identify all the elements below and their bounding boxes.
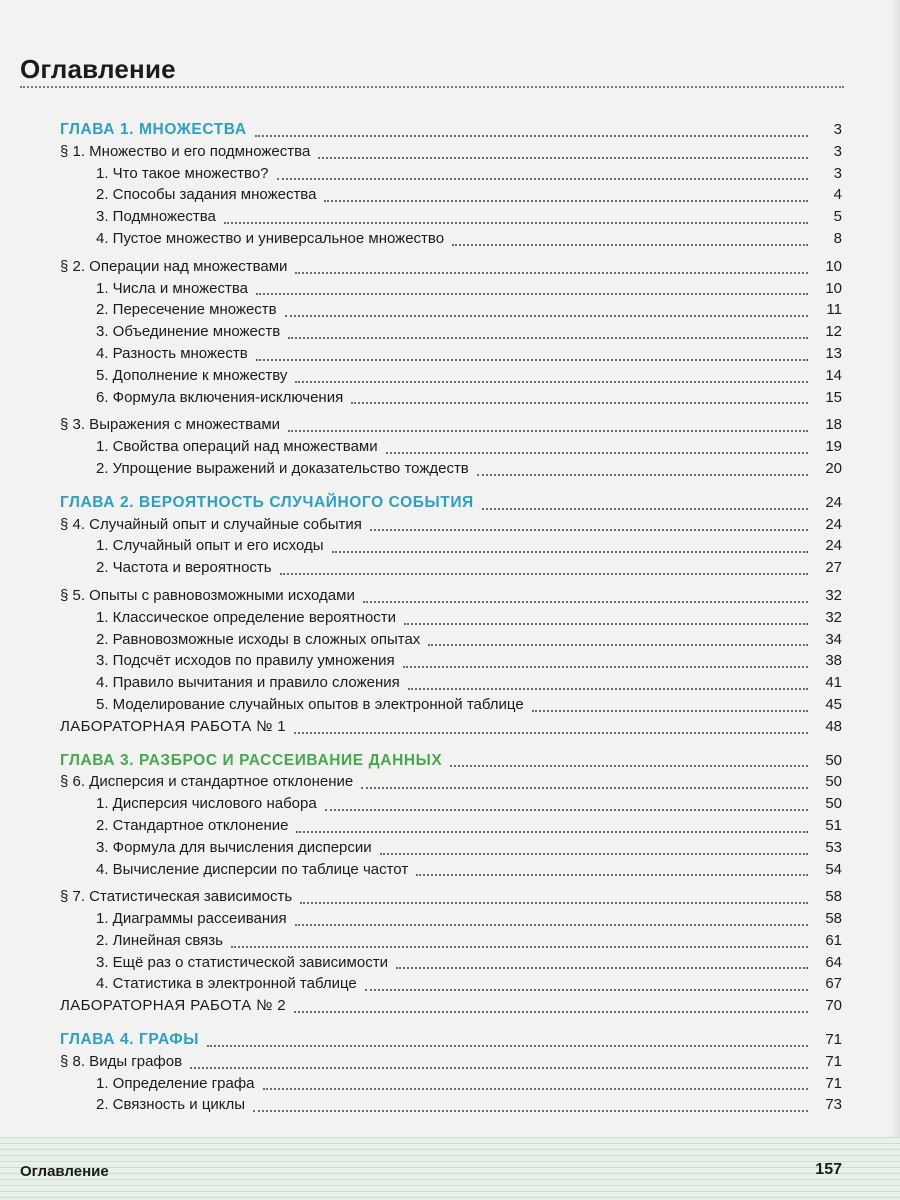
toc-page-number: 54 (825, 860, 842, 878)
dot-leader (363, 601, 808, 603)
page-edge-shadow (890, 0, 900, 1137)
footer-band (0, 1137, 900, 1200)
toc-item-label: 2. Упрощение выражений и доказательство тождеств (96, 459, 469, 477)
toc-page-number: 27 (825, 559, 842, 577)
toc-item-label: 2. Линейная связь (96, 931, 223, 949)
toc-page-number: 4 (833, 186, 842, 204)
dot-leader (404, 623, 808, 625)
toc-item-label: 3. Подсчёт исходов по правилу умножения (96, 652, 395, 670)
toc-item-label: 3. Ещё раз о статистической зависимости (96, 953, 388, 971)
dot-leader (532, 710, 808, 712)
toc-page-number: 8 (833, 229, 842, 247)
toc-item-label: 4. Разность множеств (96, 344, 248, 362)
footer-label: Оглавление (20, 1163, 109, 1180)
toc-spacer (60, 1017, 842, 1029)
toc-page-number: 19 (825, 438, 842, 456)
toc-section-label: § 5. Опыты с равновозможными исходами (60, 586, 355, 604)
dot-leader (403, 666, 808, 668)
dot-leader (224, 222, 808, 224)
toc-item-row[interactable] (60, 206, 842, 228)
toc-page-number: 51 (825, 816, 842, 834)
toc-item-label: 1. Определение графа (96, 1074, 255, 1092)
toc-item-row[interactable] (60, 908, 842, 930)
toc-page-number: 48 (825, 717, 842, 735)
dot-leader (295, 381, 808, 383)
dot-leader (294, 732, 808, 734)
dot-leader (190, 1067, 808, 1069)
toc-section-label: § 1. Множество и его подмножества (60, 142, 311, 160)
toc-section-row[interactable] (60, 141, 842, 163)
dot-leader (300, 902, 808, 904)
dot-leader (263, 1088, 808, 1090)
toc-item-label: 4. Статистика в электронной таблице (96, 975, 357, 993)
toc-item-row[interactable] (60, 952, 842, 974)
dot-leader (386, 452, 808, 454)
toc-item-row[interactable] (60, 930, 842, 952)
toc-page-number: 24 (825, 537, 842, 555)
toc-item-label: 4. Вычисление дисперсии по таблице частот (96, 860, 409, 878)
toc-page-number: 61 (825, 931, 842, 949)
toc-page-number: 53 (825, 838, 842, 856)
dot-leader (256, 293, 808, 295)
dot-leader (277, 178, 808, 180)
toc-page-number: 34 (825, 630, 842, 648)
toc-item-row[interactable] (60, 228, 842, 250)
toc-item-label: 4. Пустое множество и универсальное множество (96, 229, 445, 247)
toc-spacer (60, 738, 842, 750)
toc-item-row[interactable] (60, 436, 842, 458)
toc-item-row[interactable] (60, 837, 842, 859)
toc-lab-label: ЛАБОРАТОРНАЯ РАБОТА № 1 (60, 717, 287, 735)
dot-leader (408, 688, 808, 690)
toc-page-number: 13 (825, 344, 842, 362)
toc-item-label: 1. Числа и множества (96, 279, 249, 297)
toc-section-row[interactable] (60, 514, 842, 536)
table-of-contents (60, 119, 842, 1116)
toc-chapter-label: ГЛАВА 2. ВЕРОЯТНОСТЬ СЛУЧАЙНОГО СОБЫТИЯ (60, 493, 474, 511)
toc-page-number: 58 (825, 910, 842, 928)
toc-page-number: 10 (825, 257, 842, 275)
title-dotted-rule (20, 86, 844, 88)
toc-page-number: 24 (825, 515, 842, 533)
toc-item-label: 3. Объединение множеств (96, 323, 281, 341)
toc-page-number: 71 (825, 1052, 842, 1070)
toc-chapter-row[interactable] (60, 119, 842, 141)
toc-item-label: 6. Формула включения-исключения (96, 388, 344, 406)
dot-leader (285, 315, 808, 317)
toc-section-label: § 8. Виды графов (60, 1052, 183, 1070)
toc-chapter-row[interactable] (60, 1029, 842, 1051)
toc-item-row[interactable] (60, 535, 842, 557)
toc-lab-row[interactable] (60, 716, 842, 738)
toc-section-label: § 2. Операции над множествами (60, 257, 288, 275)
toc-item-label: 4. Правило вычитания и правило сложения (96, 674, 400, 692)
toc-item-label: 1. Дисперсия числового набора (96, 795, 317, 813)
toc-page-number: 45 (825, 695, 842, 713)
toc-item-row[interactable] (60, 278, 842, 300)
toc-item-row[interactable] (60, 815, 842, 837)
toc-item-row[interactable] (60, 387, 842, 409)
footer-page-number: 157 (815, 1161, 842, 1178)
dot-leader (452, 244, 808, 246)
toc-section-row[interactable] (60, 256, 842, 278)
toc-spacer (60, 480, 842, 492)
toc-item-label: 2. Пересечение множеств (96, 301, 277, 319)
toc-item-row[interactable] (60, 299, 842, 321)
toc-item-row[interactable] (60, 650, 842, 672)
toc-item-row[interactable] (60, 365, 842, 387)
toc-page-number: 18 (825, 416, 842, 434)
toc-item-row[interactable] (60, 557, 842, 579)
toc-chapter-row[interactable] (60, 492, 842, 514)
toc-item-row[interactable] (60, 793, 842, 815)
toc-item-row[interactable] (60, 184, 842, 206)
toc-item-row[interactable] (60, 1073, 842, 1095)
toc-item-row[interactable] (60, 629, 842, 651)
toc-page-number: 3 (833, 164, 842, 182)
toc-chapter-label: ГЛАВА 1. МНОЖЕСТВА (60, 121, 247, 138)
dot-leader (450, 765, 808, 767)
dot-leader (325, 809, 808, 811)
toc-page-number: 14 (825, 366, 842, 384)
toc-item-row[interactable] (60, 343, 842, 365)
dot-leader (428, 644, 808, 646)
toc-page-number: 58 (825, 888, 842, 906)
toc-page-number: 50 (825, 773, 842, 791)
dot-leader (482, 508, 808, 510)
toc-chapter-label: ГЛАВА 4. ГРАФЫ (60, 1031, 199, 1049)
toc-lab-label: ЛАБОРАТОРНАЯ РАБОТА № 2 (60, 997, 287, 1015)
dot-leader (295, 272, 808, 274)
toc-item-label: 5. Моделирование случайных опытов в электронной таблице (96, 695, 524, 713)
toc-page-number: 50 (825, 751, 842, 769)
toc-item-row[interactable] (60, 1094, 842, 1116)
toc-item-label: 2. Равновозможные исходы в сложных опытах (96, 630, 421, 648)
toc-item-label: 1. Случайный опыт и его исходы (96, 537, 324, 555)
dot-leader (361, 787, 808, 789)
toc-page-number: 20 (825, 459, 842, 477)
toc-section-label: § 4. Случайный опыт и случайные события (60, 515, 362, 533)
toc-item-row[interactable] (60, 321, 842, 343)
dot-leader (396, 967, 808, 969)
toc-item-label: 3. Формула для вычисления дисперсии (96, 838, 372, 856)
toc-item-label: 1. Свойства операций над множествами (96, 438, 378, 456)
toc-item-label: 1. Классическое определение вероятности (96, 608, 397, 626)
dot-leader (288, 337, 808, 339)
toc-section-label: § 7. Статистическая зависимость (60, 888, 293, 906)
toc-section-row[interactable] (60, 585, 842, 607)
dot-leader (256, 359, 808, 361)
dot-leader (332, 551, 809, 553)
toc-item-row[interactable] (60, 973, 842, 995)
toc-page-number: 38 (825, 652, 842, 670)
toc-page-number: 64 (825, 953, 842, 971)
dot-leader (207, 1045, 808, 1047)
toc-page-number: 67 (825, 975, 842, 993)
toc-page-number: 3 (833, 121, 842, 138)
dot-leader (370, 529, 808, 531)
toc-section-row[interactable] (60, 414, 842, 436)
dot-leader (477, 474, 808, 476)
toc-section-label: § 3. Выражения с множествами (60, 416, 281, 434)
toc-page-number: 12 (825, 323, 842, 341)
dot-leader (380, 853, 808, 855)
toc-page-number: 32 (825, 586, 842, 604)
toc-item-label: 1. Что такое множество? (96, 164, 269, 182)
toc-item-label: 2. Способы задания множества (96, 186, 317, 204)
toc-item-label: 1. Диаграммы рассеивания (96, 910, 287, 928)
toc-chapter-label: ГЛАВА 3. РАЗБРОС И РАССЕИВАНИЕ ДАННЫХ (60, 751, 443, 769)
dot-leader (351, 402, 808, 404)
toc-page-number: 10 (825, 279, 842, 297)
toc-item-label: 5. Дополнение к множеству (96, 366, 288, 384)
toc-section-row[interactable] (60, 1051, 842, 1073)
dot-leader (255, 135, 808, 137)
dot-leader (295, 924, 808, 926)
toc-page-number: 5 (833, 208, 842, 226)
toc-page-number: 71 (825, 1074, 842, 1092)
toc-item-label: 3. Подмножества (96, 208, 216, 226)
toc-section-label: § 6. Дисперсия и стандартное отклонение (60, 773, 354, 791)
toc-item-row[interactable] (60, 859, 842, 881)
toc-item-label: 2. Стандартное отклонение (96, 816, 289, 834)
toc-page-number: 70 (825, 997, 842, 1015)
toc-item-row[interactable] (60, 672, 842, 694)
dot-leader (231, 946, 808, 948)
toc-page-number: 11 (826, 301, 842, 319)
toc-item-label: 2. Связность и циклы (96, 1096, 246, 1114)
toc-item-row[interactable] (60, 163, 842, 185)
toc-page-number: 3 (833, 142, 842, 160)
toc-chapter-row[interactable] (60, 750, 842, 772)
toc-page-number: 32 (825, 608, 842, 626)
toc-page-number: 50 (825, 795, 842, 813)
toc-item-row[interactable] (60, 458, 842, 480)
dot-leader (416, 874, 808, 876)
toc-page-number: 41 (825, 674, 842, 692)
toc-page-number: 24 (825, 493, 842, 511)
dot-leader (296, 831, 808, 833)
toc-page-number: 73 (825, 1096, 842, 1114)
toc-page-number: 15 (825, 388, 842, 406)
dot-leader (280, 573, 808, 575)
dot-leader (288, 430, 808, 432)
toc-lab-row[interactable] (60, 995, 842, 1017)
toc-section-row[interactable] (60, 886, 842, 908)
toc-item-label: 2. Частота и вероятность (96, 559, 272, 577)
dot-leader (294, 1011, 808, 1013)
toc-page-number: 71 (825, 1031, 842, 1049)
dot-leader (253, 1110, 808, 1112)
toc-section-row[interactable] (60, 771, 842, 793)
dot-leader (365, 989, 808, 991)
toc-item-row[interactable] (60, 607, 842, 629)
dot-leader (318, 157, 808, 159)
dot-leader (324, 200, 808, 202)
page-title: Оглавление (20, 54, 176, 84)
toc-item-row[interactable] (60, 694, 842, 716)
